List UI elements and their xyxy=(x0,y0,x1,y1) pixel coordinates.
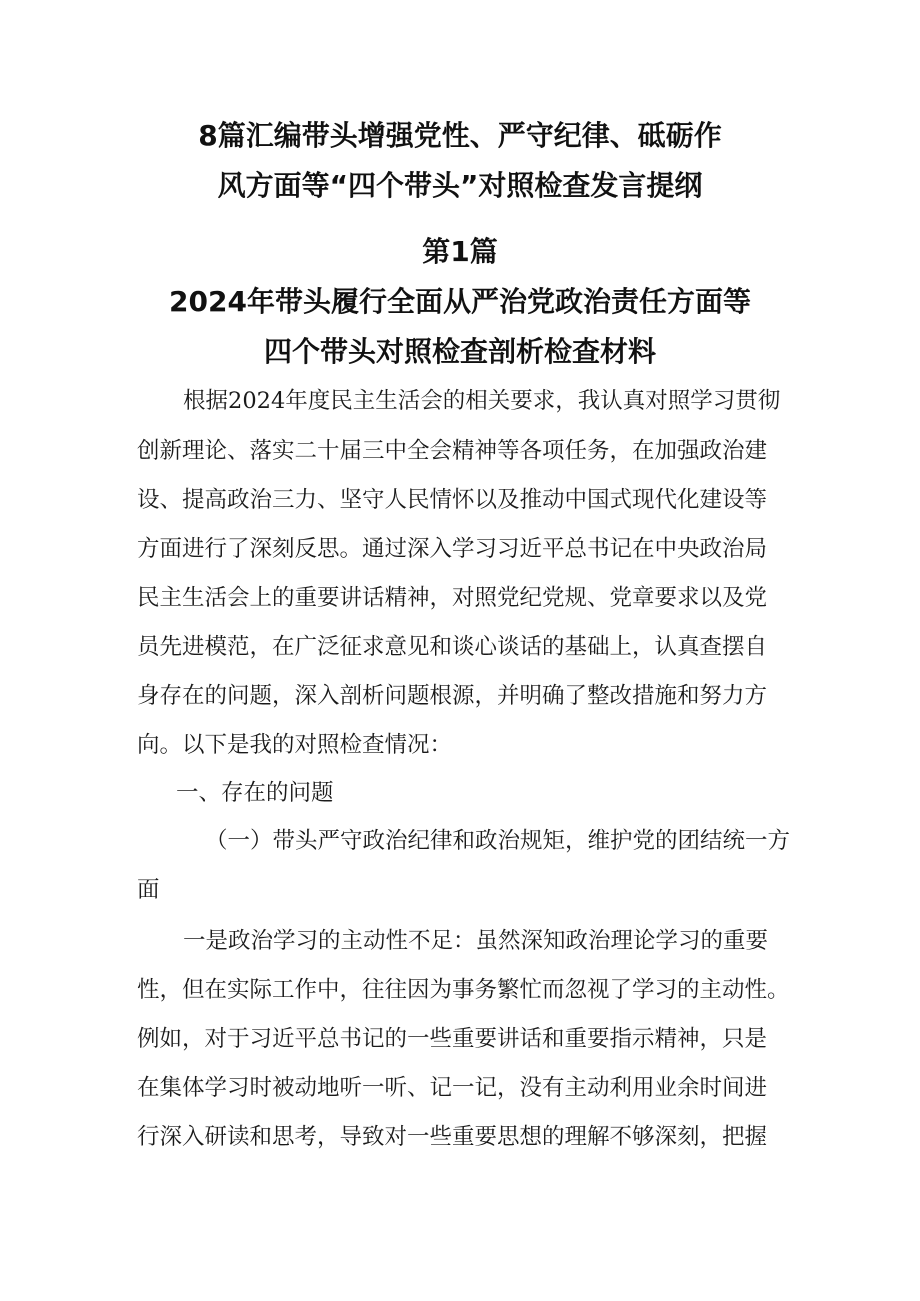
paragraph-line: 身存在的问题，深入剖析问题根源，并明确了整改措施和努力方 xyxy=(137,683,768,709)
subsection-heading-line-2: 面 xyxy=(137,877,160,903)
paragraph-line: 一是政治学习的主动性不足：虽然深知政治理论学习的重要 xyxy=(183,928,769,954)
document-title-line-2: 风方面等“四个带头”对照检查发言提纲 xyxy=(217,169,703,202)
document-title-line-1: 8篇汇编带头增强党性、严守纪律、砥砺作 xyxy=(198,119,722,152)
paragraph-line: 在集体学习时被动地听一听、记一记，没有主动利用业余时间进 xyxy=(137,1075,768,1101)
paragraph-line: 民主生活会上的重要讲话精神，对照党纪党规、党章要求以及党 xyxy=(137,585,768,611)
paragraph-line: 性，但在实际工作中，往往因为事务繁忙而忽视了学习的主动性。 xyxy=(137,977,790,1003)
paragraph-line: 向。以下是我的对照检查情况： xyxy=(137,732,453,758)
section-heading: 一、存在的问题 xyxy=(176,780,334,806)
paragraph-line: 根据2024年度民主生活会的相关要求，我认真对照学习贯彻 xyxy=(183,388,781,414)
paragraph-line: 员先进模范，在广泛征求意见和谈心谈话的基础上，认真查摆自 xyxy=(137,634,768,660)
subsection-heading-line-1: （一）带头严守政治纪律和政治规矩，维护党的团结统一方 xyxy=(205,828,791,854)
subtitle-line-2: 四个带头对照检查剖析检查材料 xyxy=(263,335,656,368)
paragraph-line: 方面进行了深刻反思。通过深入学习习近平总书记在中央政治局 xyxy=(137,536,768,562)
paragraph-line: 设、提高政治三力、坚守人民情怀以及推动中国式现代化建设等 xyxy=(137,487,768,513)
paragraph-line: 行深入研读和思考，导致对一些重要思想的理解不够深刻，把握 xyxy=(137,1124,768,1150)
subtitle-line-1: 2024年带头履行全面从严治党政治责任方面等 xyxy=(169,285,751,318)
paragraph-line: 创新理论、落实二十届三中全会精神等各项任务，在加强政治建 xyxy=(137,438,768,464)
part-label: 第1篇 xyxy=(422,235,498,268)
paragraph-line: 例如，对于习近平总书记的一些重要讲话和重要指示精神，只是 xyxy=(137,1026,768,1052)
